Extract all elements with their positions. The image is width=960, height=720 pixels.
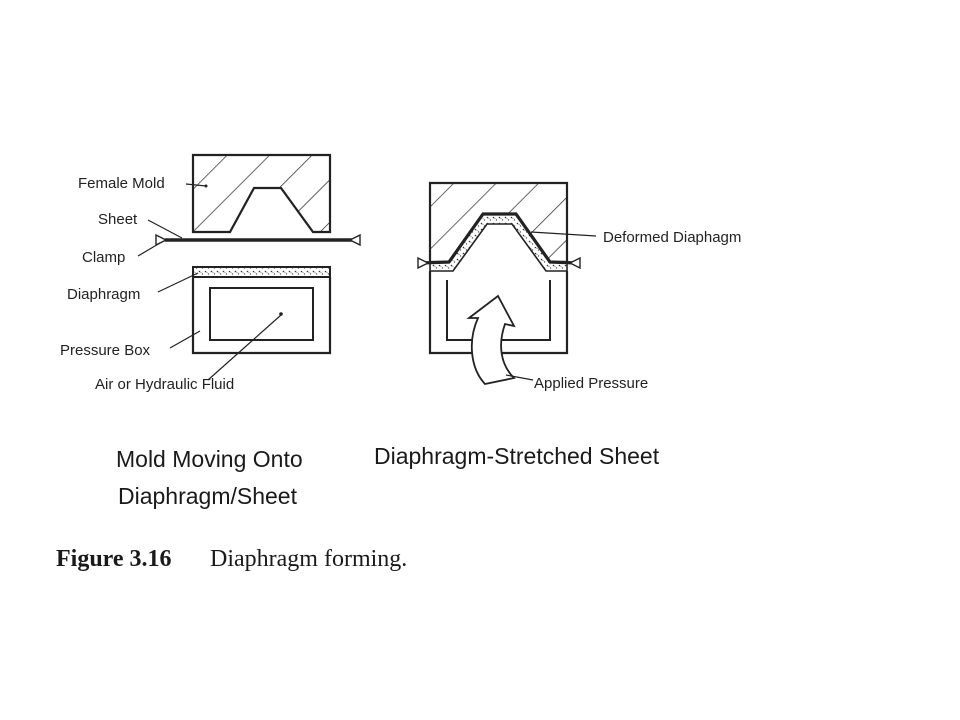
label-applied-pressure: Applied Pressure bbox=[534, 375, 649, 392]
caption-number: Figure 3.16 bbox=[56, 546, 172, 572]
leader-sheet bbox=[148, 220, 182, 238]
right-clamp-right bbox=[570, 258, 580, 268]
label-air-or-hydraulic-fluid: Air or Hydraulic Fluid bbox=[95, 376, 235, 393]
leader-fluid bbox=[208, 315, 281, 380]
left-female-mold bbox=[193, 155, 330, 232]
left-panel bbox=[60, 155, 360, 509]
left-clamp-left bbox=[156, 235, 166, 245]
left-subtitle-line2: Diaphragm/Sheet bbox=[118, 483, 297, 509]
label-diaphragm: Diaphragm bbox=[67, 286, 141, 303]
right-subtitle: Diaphragm-Stretched Sheet bbox=[374, 443, 660, 469]
leader-female-mold-dot bbox=[205, 185, 208, 188]
label-pressure-box: Pressure Box bbox=[60, 342, 151, 359]
label-female-mold: Female Mold bbox=[78, 175, 165, 192]
caption-text: Diaphragm forming. bbox=[210, 546, 408, 572]
label-deformed-diaphragm: Deformed Diaphagm bbox=[603, 229, 742, 246]
left-diaphragm bbox=[193, 267, 330, 277]
left-clamp-right bbox=[350, 235, 360, 245]
leader-clamp bbox=[138, 243, 160, 256]
right-clamp-left bbox=[418, 258, 428, 268]
figure-caption bbox=[56, 546, 407, 572]
left-subtitle-line1: Mold Moving Onto bbox=[116, 446, 303, 472]
label-sheet: Sheet bbox=[98, 211, 138, 228]
right-panel bbox=[374, 183, 741, 469]
leader-pressure-box bbox=[170, 331, 200, 348]
label-clamp: Clamp bbox=[82, 249, 126, 266]
